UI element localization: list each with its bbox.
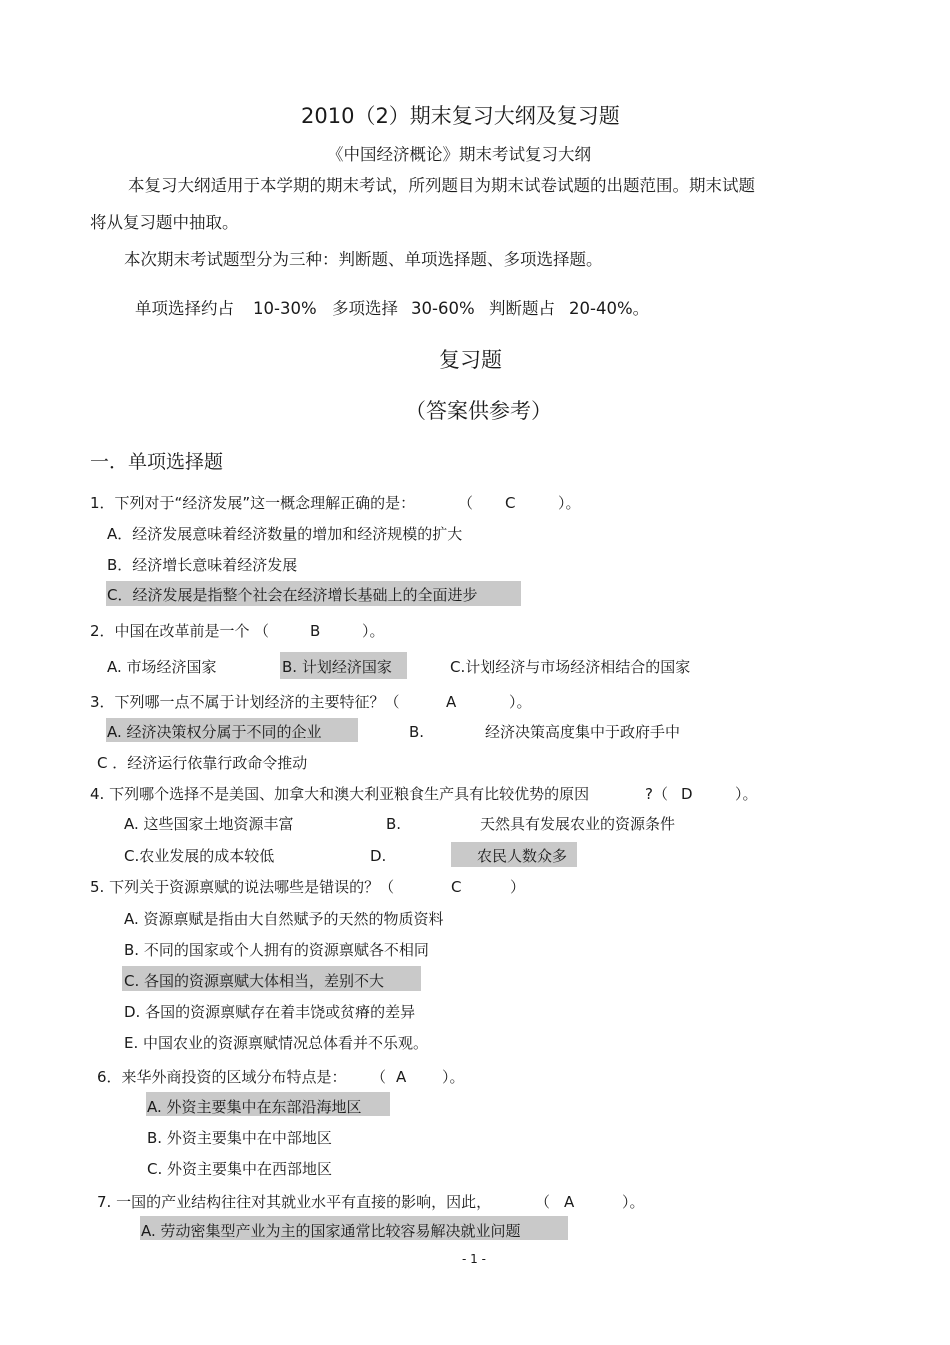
- q4-option-d-letter: D.: [370, 847, 387, 865]
- q1-answer: C: [505, 494, 516, 512]
- q6-option-a: A. 外资主要集中在东部沿海地区: [147, 1098, 362, 1116]
- section-heading: 一．单项选择题: [90, 451, 224, 473]
- q2-option-b: B. 计划经济国家: [282, 658, 392, 676]
- q5-answer: C: [451, 878, 462, 896]
- q5-stem: 5. 下列关于资源禀赋的说法哪些是错误的？（: [90, 878, 395, 896]
- q4-paren-open: ?（: [645, 785, 668, 803]
- q5-paren-close: ）: [510, 878, 526, 896]
- q7-answer: A: [564, 1193, 575, 1211]
- q7-option-a: A. 劳动密集型产业为主的国家通常比较容易解决就业问题: [141, 1222, 521, 1240]
- q6-answer: A: [396, 1068, 407, 1086]
- q3-answer: A: [446, 693, 457, 711]
- q4-option-a: A. 这些国家土地资源丰富: [124, 815, 294, 833]
- q2-option-c: C.计划经济与市场经济相结合的国家: [450, 658, 691, 676]
- q1-paren-open: （: [458, 494, 474, 512]
- q4-option-c: C.农业发展的成本较低: [124, 847, 275, 865]
- q7-paren-close: ）。: [622, 1193, 645, 1211]
- q3-paren-close: ）。: [509, 693, 532, 711]
- q4-paren-close: ）。: [735, 785, 758, 803]
- q6-option-b: B. 外资主要集中在中部地区: [147, 1129, 332, 1147]
- page-number: - 1 -: [462, 1252, 486, 1266]
- q5-option-b: B. 不同的国家或个人拥有的资源禀赋各不相同: [124, 941, 429, 959]
- q4-option-b-text: 天然具有发展农业的资源条件: [480, 815, 676, 833]
- q6-paren-close: ）。: [442, 1068, 465, 1086]
- intro-question-types: 本次期末考试题型分为三种：判断题、单项选择题、多项选择题。: [124, 250, 603, 269]
- q4-stem: 4. 下列哪个选择不是美国、加拿大和澳大利亚粮食生产具有比较优势的原因: [90, 785, 590, 803]
- q2-answer: B: [310, 622, 321, 640]
- ratio-multi-label: 多项选择: [332, 299, 398, 318]
- q1-option-c: C．经济发展是指整个社会在经济增长基础上的全面进步: [107, 586, 478, 604]
- q4-option-b-letter: B.: [386, 815, 402, 833]
- q2-paren-close: ）。: [362, 622, 385, 640]
- q5-option-c: C. 各国的资源禀赋大体相当，差别不大: [124, 972, 385, 990]
- q3-option-b-text: 经济决策高度集中于政府手中: [485, 723, 681, 741]
- ratio-judge-label: 判断题占: [489, 299, 555, 318]
- q2-paren-open: （: [254, 622, 270, 640]
- q1-option-b: B．经济增长意味着经济发展: [107, 556, 298, 574]
- q5-option-d: D. 各国的资源禀赋存在着丰饶或贫瘠的差异: [124, 1003, 416, 1021]
- intro-paragraph-line2: 将从复习题中抽取。: [90, 213, 239, 232]
- q6-option-c: C. 外资主要集中在西部地区: [147, 1160, 333, 1178]
- q5-option-e: E. 中国农业的资源禀赋情况总体看并不乐观。: [124, 1034, 429, 1052]
- q1-paren-close: ）。: [558, 494, 581, 512]
- q3-option-c: C ．经济运行依靠行政命令推动: [97, 754, 308, 772]
- q3-stem: 3．下列哪一点不属于计划经济的主要特征？（: [90, 693, 400, 711]
- ratio-single-label: 单项选择约占: [135, 299, 234, 318]
- review-title: 复习题: [439, 348, 502, 372]
- q3-option-a: A. 经济决策权分属于不同的企业: [107, 723, 322, 741]
- q2-option-a: A. 市场经济国家: [107, 658, 217, 676]
- q7-stem: 7. 一国的产业结构往往对其就业水平有直接的影响，因此，: [97, 1193, 492, 1211]
- q4-answer: D: [681, 785, 693, 803]
- q4-option-d-text: 农民人数众多: [477, 847, 568, 865]
- q5-option-a: A. 资源禀赋是指由大自然赋予的天然的物质资料: [124, 910, 444, 928]
- q7-paren-open: （: [535, 1193, 551, 1211]
- q6-paren-open: （: [371, 1068, 387, 1086]
- q3-option-b-letter: B.: [409, 723, 425, 741]
- document-title: 2010（2）期末复习大纲及复习题: [301, 104, 620, 128]
- document-subtitle: 《中国经济概论》期末考试复习大纲: [327, 145, 591, 164]
- ratio-single-value: 10-30%: [253, 299, 317, 318]
- intro-paragraph-line1: 本复习大纲适用于本学期的期末考试，所列题目为期末试卷试题的出题范围。期末试题: [128, 176, 755, 195]
- q1-option-a: A．经济发展意味着经济数量的增加和经济规模的扩大: [107, 525, 463, 543]
- review-note: （答案供参考）: [405, 399, 552, 423]
- q6-stem: 6．来华外商投资的区域分布特点是：: [97, 1068, 347, 1086]
- ratio-judge-value: 20-40%。: [569, 299, 650, 318]
- ratio-multi-value: 30-60%: [411, 299, 475, 318]
- q1-stem: 1．下列对于“经济发展”这一概念理解正确的是：: [90, 494, 416, 512]
- q2-stem: 2．中国在改革前是一个: [90, 622, 250, 640]
